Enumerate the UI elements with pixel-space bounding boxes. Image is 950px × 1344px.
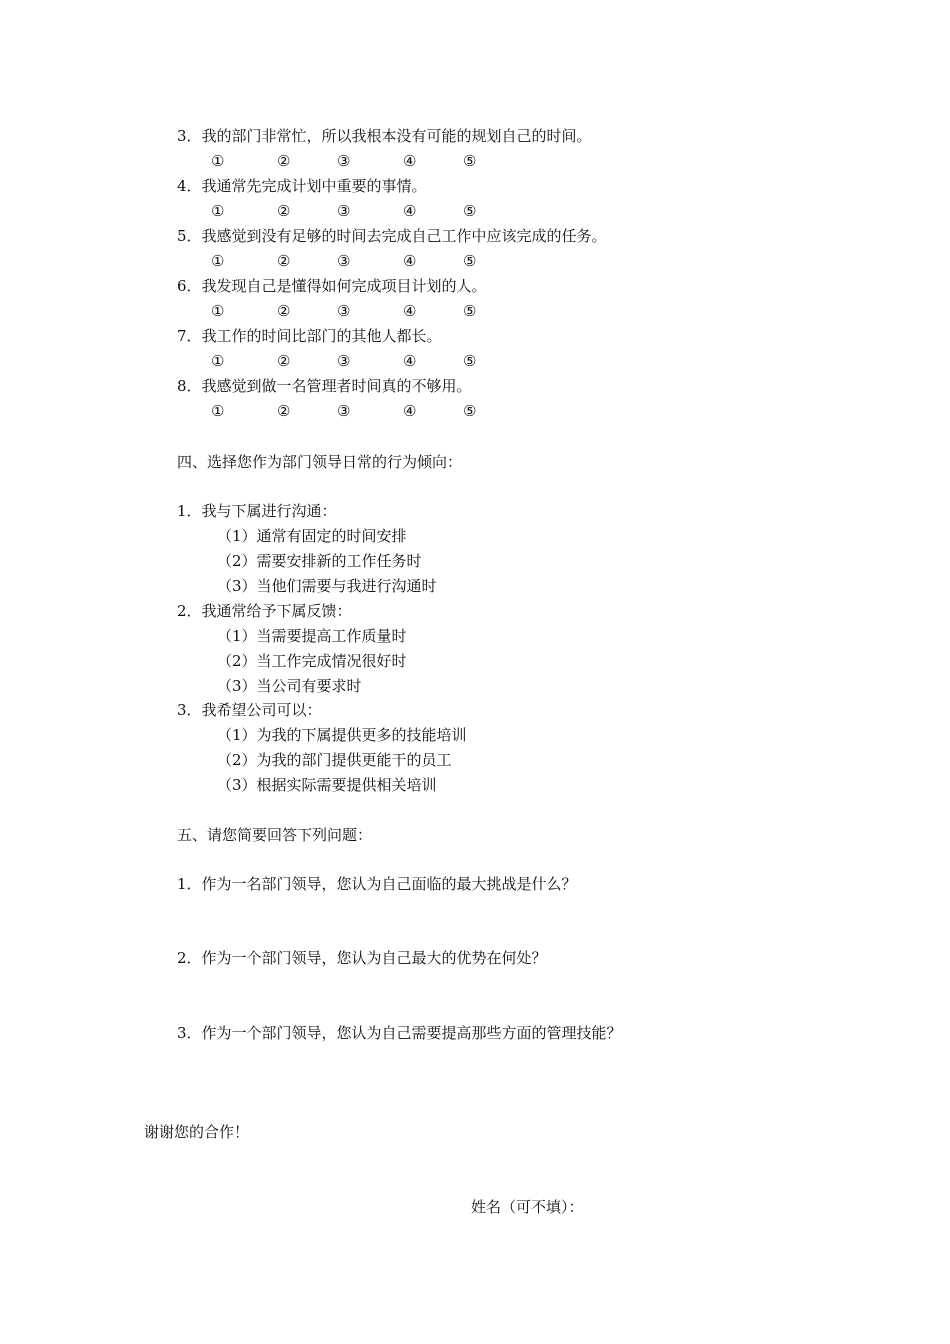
- scale-option-1[interactable]: ①: [211, 152, 225, 170]
- scale-option-5[interactable]: ⑤: [463, 202, 477, 220]
- thanks-note: 谢谢您的合作！: [144, 1123, 250, 1141]
- scale-option-4[interactable]: ④: [403, 302, 417, 320]
- rating-item-6: 6．我发现自己是懂得如何完成项目计划的人。: [177, 277, 487, 295]
- rating-item-7: 7．我工作的时间比部门的其他人都长。: [177, 327, 442, 345]
- scale-option-2[interactable]: ②: [277, 302, 291, 320]
- scale-option-2[interactable]: ②: [277, 402, 291, 420]
- choice-option[interactable]: （1）通常有固定的时间安排: [217, 527, 407, 545]
- scale-option-3[interactable]: ③: [337, 352, 351, 370]
- scale-option-4[interactable]: ④: [403, 202, 417, 220]
- section-4-question-1: 1．我与下属进行沟通：: [177, 502, 337, 520]
- section-4-question-3: 3．我希望公司可以：: [177, 701, 322, 719]
- scale-option-5[interactable]: ⑤: [463, 252, 477, 270]
- scale-option-3[interactable]: ③: [337, 202, 351, 220]
- scale-option-4[interactable]: ④: [403, 252, 417, 270]
- scale-option-4[interactable]: ④: [403, 402, 417, 420]
- section-4-title: 四、选择您作为部门领导日常的行为倾向：: [177, 453, 463, 471]
- scale-option-2[interactable]: ②: [277, 152, 291, 170]
- scale-option-5[interactable]: ⑤: [463, 152, 477, 170]
- rating-item-3: 3．我的部门非常忙，所以我根本没有可能的规划自己的时间。: [177, 127, 592, 145]
- scale-option-3[interactable]: ③: [337, 402, 351, 420]
- choice-option[interactable]: （3）当他们需要与我进行沟通时: [217, 577, 437, 595]
- rating-item-5: 5．我感觉到没有足够的时间去完成自己工作中应该完成的任务。: [177, 227, 607, 245]
- choice-option[interactable]: （2）当工作完成情况很好时: [217, 652, 407, 670]
- choice-option[interactable]: （2）为我的部门提供更能干的员工: [217, 751, 452, 769]
- scale-option-5[interactable]: ⑤: [463, 352, 477, 370]
- scale-option-2[interactable]: ②: [277, 202, 291, 220]
- choice-option[interactable]: （1）为我的下属提供更多的技能培训: [217, 726, 467, 744]
- scale-option-1[interactable]: ①: [211, 202, 225, 220]
- scale-option-3[interactable]: ③: [337, 252, 351, 270]
- rating-item-4: 4．我通常先完成计划中重要的事情。: [177, 177, 427, 195]
- scale-option-2[interactable]: ②: [277, 352, 291, 370]
- choice-option[interactable]: （1）当需要提高工作质量时: [217, 627, 407, 645]
- scale-option-1[interactable]: ①: [211, 402, 225, 420]
- scale-option-1[interactable]: ①: [211, 252, 225, 270]
- section-4-question-2: 2．我通常给予下属反馈：: [177, 602, 352, 620]
- section-5-question-2: 2．作为一个部门领导，您认为自己最大的优势在何处？: [177, 949, 547, 967]
- scale-option-2[interactable]: ②: [277, 252, 291, 270]
- section-5-question-1: 1．作为一名部门领导，您认为自己面临的最大挑战是什么？: [177, 875, 577, 893]
- choice-option[interactable]: （2）需要安排新的工作任务时: [217, 552, 422, 570]
- scale-option-5[interactable]: ⑤: [463, 302, 477, 320]
- scale-option-1[interactable]: ①: [211, 352, 225, 370]
- rating-item-8: 8．我感觉到做一名管理者时间真的不够用。: [177, 377, 472, 395]
- scale-option-5[interactable]: ⑤: [463, 402, 477, 420]
- scale-option-3[interactable]: ③: [337, 302, 351, 320]
- choice-option[interactable]: （3）根据实际需要提供相关培训: [217, 776, 437, 794]
- scale-option-3[interactable]: ③: [337, 152, 351, 170]
- section-5-question-3: 3．作为一个部门领导，您认为自己需要提高那些方面的管理技能？: [177, 1024, 622, 1042]
- scale-option-1[interactable]: ①: [211, 302, 225, 320]
- scale-option-4[interactable]: ④: [403, 352, 417, 370]
- name-field-label[interactable]: 姓名（可不填）：: [471, 1198, 584, 1216]
- section-5-title: 五、请您简要回答下列问题：: [177, 826, 373, 844]
- choice-option[interactable]: （3）当公司有要求时: [217, 677, 362, 695]
- scale-option-4[interactable]: ④: [403, 152, 417, 170]
